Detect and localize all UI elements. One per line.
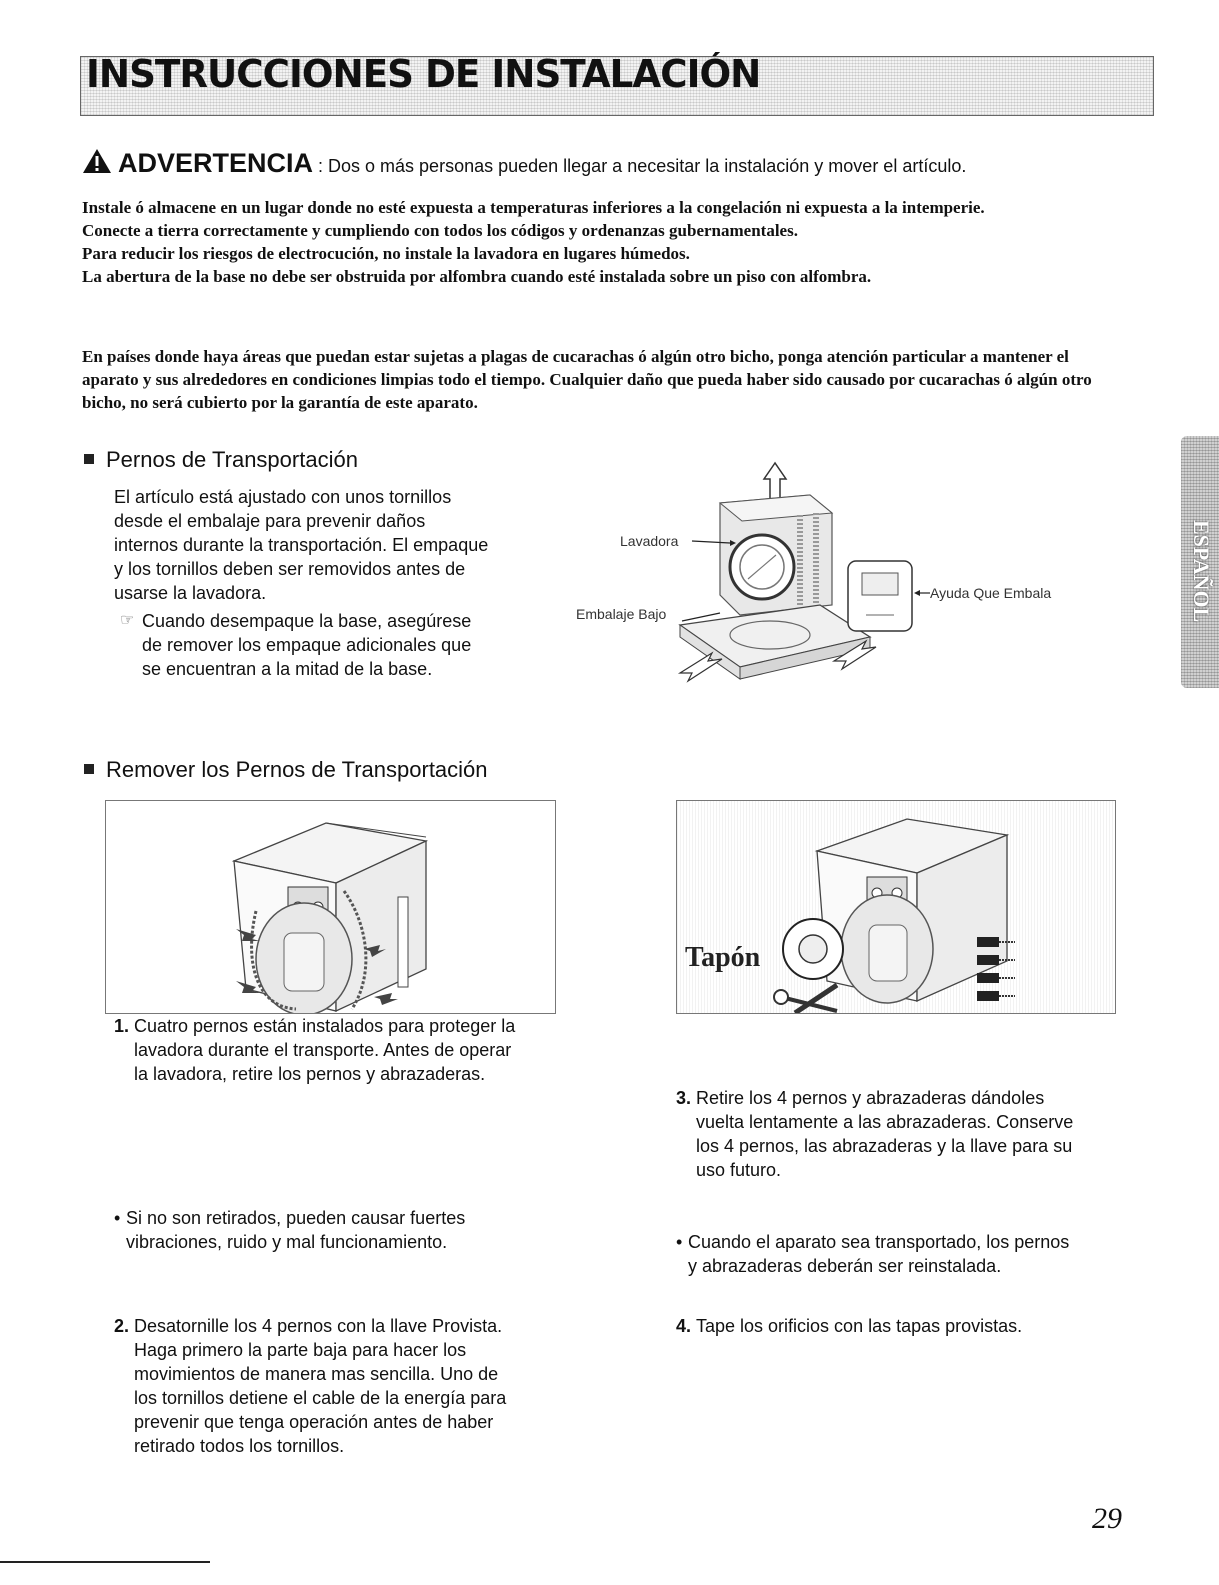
note-line: vibraciones, ruido y mal funcionamiento.: [126, 1232, 448, 1252]
figure-bolt-removal: [676, 800, 1116, 1014]
lift-arrow-icon: [764, 463, 786, 499]
unpacking-note: [120, 609, 520, 681]
rule-text: Instale ó almacene en un lugar donde no esté expuesta a temperaturas inferiores a la congelación ni expuesta a la intemperie.: [82, 198, 985, 217]
step-number: 2.: [114, 1316, 130, 1336]
note-line: Cuando el aparato sea transportado, los pernos: [688, 1232, 1070, 1252]
step-line: Retire los 4 pernos y abrazaderas dándoles: [696, 1088, 1045, 1108]
rule-text: La abertura de la base no debe ser obstruida por alfombra cuando esté instalada sobre un piso con alfombra.: [82, 267, 872, 286]
warning-text: : Dos o más personas pueden llegar a necesitar la instalación y mover el artículo.: [313, 156, 967, 176]
bolt-icon: [977, 937, 1015, 947]
bottom-rule: [0, 1561, 210, 1563]
step-line: Haga primero la parte baja para hacer los: [134, 1340, 467, 1360]
step-line: vuelta lentamente a las abrazaderas. Conserve: [696, 1112, 1074, 1132]
note-line: Cuando desempaque la base, asegúrese: [142, 611, 472, 631]
step-line: retirado todos los tornillos.: [134, 1436, 345, 1456]
square-bullet-icon: [84, 454, 94, 464]
pest-notice: [82, 345, 1102, 414]
washer-illustration: [720, 495, 832, 615]
rule-text: Para reducir los riesgos de electrocución, no instale la lavadora en lugares húmedos.: [82, 244, 690, 263]
page-title: INSTRUCCIONES DE INSTALACIÓN: [86, 52, 761, 96]
bolt-removal-illustration: [677, 801, 1115, 1013]
note-line: y abrazaderas deberán ser reinstalada.: [688, 1256, 1002, 1276]
step-number: 3.: [676, 1088, 692, 1108]
bullet-dot-icon: •: [114, 1208, 121, 1228]
step-line: uso futuro.: [696, 1160, 782, 1180]
transport-bolts-description: [114, 485, 544, 605]
paragraph-line: desde el embalaje para prevenir daños: [114, 511, 426, 531]
section-heading-text: Pernos de Transportación: [106, 447, 358, 472]
step-line: lavadora durante el transporte. Antes de operar: [134, 1040, 512, 1060]
pest-notice-text: En países donde haya áreas que puedan estar sujetas a plagas de cucarachas ó algún otro bicho, ponga atención particular a mantener el aparato y sus alrededores en condiciones limpias todo el tiempo. Cualquier daño que pueda haber sido causado por cucarachas ó algún otro bicho, no será cubierto por la garantía de este aparato.: [82, 347, 1092, 412]
step-2: [114, 1314, 564, 1458]
step-number: 1.: [114, 1016, 130, 1036]
language-tab-label: ESPAÑOL: [1189, 520, 1214, 623]
washer-rear-illustration: [106, 801, 555, 1013]
note-line: Si no son retirados, pueden causar fuertes: [126, 1208, 466, 1228]
step-line: Desatornille los 4 pernos con la llave Provista.: [134, 1316, 503, 1336]
paragraph-line: y los tornillos deben ser removidos antes de: [114, 559, 466, 579]
section-heading-remove-bolts: [84, 757, 488, 783]
label-base-packaging: Embalaje Bajo: [576, 606, 667, 622]
bolt-arrow-icon: [374, 993, 398, 1005]
paragraph-line: usarse la lavadora.: [114, 583, 267, 603]
step-line: la lavadora, retire los pernos y abrazaderas.: [134, 1064, 486, 1084]
pointing-hand-icon: ☞: [120, 612, 135, 629]
installation-rules: [82, 196, 1092, 288]
warning-label: ADVERTENCIA: [118, 148, 314, 178]
step-line: Tape los orificios con las tapas provistas.: [696, 1316, 1023, 1336]
step-line: Cuatro pernos están instalados para proteger la: [134, 1016, 516, 1036]
square-bullet-icon: [84, 764, 94, 774]
step-4: [676, 1314, 1126, 1338]
note-line: de remover los empaque adicionales que: [142, 635, 472, 655]
bolt-icon: [977, 955, 1015, 965]
step-line: prevenir que tenga operación antes de haber: [134, 1412, 494, 1432]
step-1-note: [114, 1206, 544, 1254]
step-1: [114, 1014, 564, 1086]
section-heading-text: Remover los Pernos de Transportación: [106, 757, 488, 782]
bolt-icon: [977, 973, 1015, 983]
step-number: 4.: [676, 1316, 692, 1336]
label-washer: Lavadora: [620, 533, 679, 549]
step-3: [676, 1086, 1126, 1182]
plug-label: Tapón: [685, 942, 761, 973]
label-packing-aid: Ayuda Que Embala: [930, 585, 1052, 601]
note-line: se encuentran a la mitad de la base.: [142, 659, 433, 679]
warning-triangle-icon: [82, 148, 112, 174]
rule-text: Conecte a tierra correctamente y cumpliendo con todos los códigos y ordenanzas gubernamentales.: [82, 221, 798, 240]
figure-washer-rear-bolts: [105, 800, 556, 1014]
bolt-icon: [977, 991, 1015, 1001]
step-line: los tornillos detiene el cable de la energía para: [134, 1388, 507, 1408]
paragraph-line: internos durante la transportación. El empaque: [114, 535, 489, 555]
step-line: movimientos de manera mas sencilla. Uno de: [134, 1364, 499, 1384]
step-3-note: [676, 1230, 1126, 1278]
packing-aid-illustration: [848, 561, 912, 631]
page-number: 29: [1092, 1502, 1122, 1535]
packaging-diagram: [570, 455, 1080, 695]
paragraph-line: El artículo está ajustado con unos tornillos: [114, 487, 452, 507]
step-line: los 4 pernos, las abrazaderas y la llave para su: [696, 1136, 1073, 1156]
bullet-dot-icon: •: [676, 1232, 683, 1252]
warning-line: [82, 148, 966, 179]
section-heading-transport-bolts: [84, 447, 358, 473]
